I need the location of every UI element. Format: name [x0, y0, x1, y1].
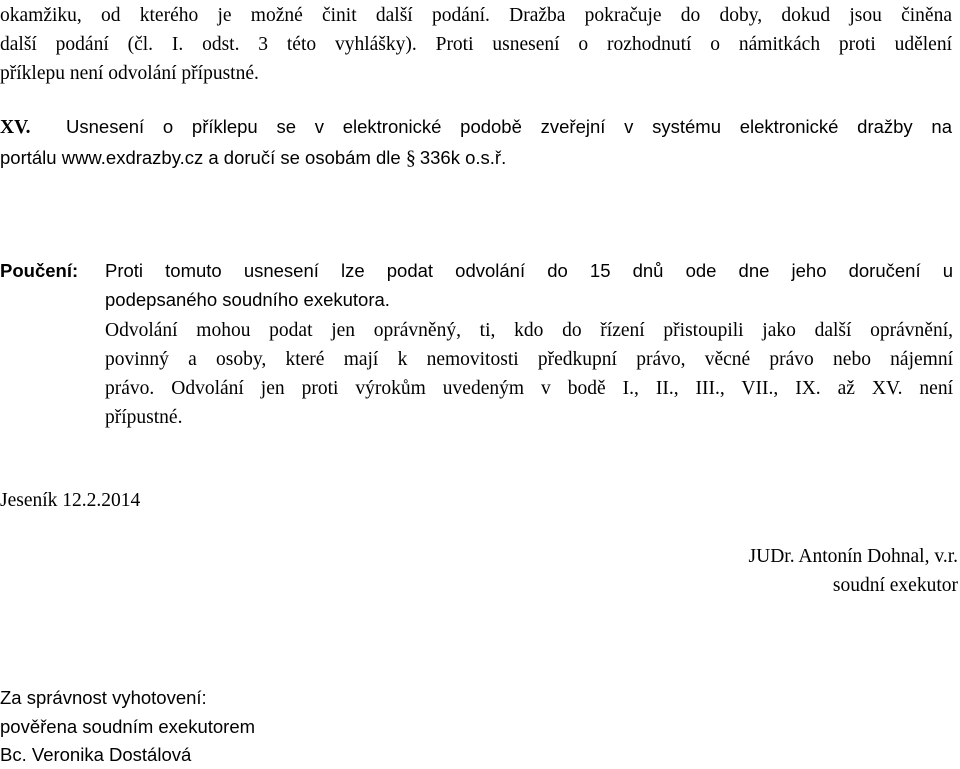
section-xv-line-2-suffix: 336k o.s.ř.	[419, 147, 507, 168]
verification-line-1: Za správnost vyhotovení:	[0, 687, 207, 708]
instruction-label: Poučení:	[0, 260, 79, 281]
instruction-line-4: povinný a osoby, které mají k nemovitosti předkupní právo, věcné právo nebo nájemní	[105, 349, 953, 370]
instruction-line-3: Odvolání mohou podat jen oprávněný, ti, kdo do řízení přistoupili jako další oprávnění,	[105, 320, 953, 341]
section-symbol: §	[405, 147, 416, 169]
signature-name: JUDr. Antonín Dohnal, v.r.	[748, 546, 958, 567]
instruction-line-5: právo. Odvolání jen proti výrokům uvedeným v bodě I., II., III., VII., IX. až XV. není	[105, 378, 953, 399]
intro-line-1: okamžiku, od kterého je možné činit další podání. Dražba pokračuje do doby, dokud jsou činěna	[0, 5, 952, 26]
intro-line-2: další podání (čl. I. odst. 3 této vyhlášky). Proti usnesení o rozhodnutí o námitkách proti udělení	[0, 34, 952, 55]
section-xv-line-2	[0, 148, 506, 168]
section-xv-line-2-prefix: portálu www.exdrazby.cz a doručí se osobám dle	[0, 147, 401, 168]
place-date: Jeseník 12.2.2014	[0, 490, 141, 511]
verification-line-3: Bc. Veronika Dostálová	[0, 744, 192, 765]
section-xv-number: XV.	[0, 117, 31, 138]
section-xv-line-1: Usnesení o příklepu se v elektronické podobě zveřejní v systému elektronické dražby na	[66, 116, 952, 137]
instruction-line-1: Proti tomuto usnesení lze podat odvolání do 15 dnů ode dne jeho doručení u	[105, 260, 953, 281]
verification-line-2: pověřena soudním exekutorem	[0, 716, 256, 737]
intro-line-3: příklepu není odvolání přípustné.	[0, 63, 259, 84]
signature-title: soudní exekutor	[832, 575, 958, 596]
instruction-line-6: přípustné.	[105, 407, 183, 428]
instruction-line-2: podepsaného soudního exekutora.	[105, 289, 390, 310]
